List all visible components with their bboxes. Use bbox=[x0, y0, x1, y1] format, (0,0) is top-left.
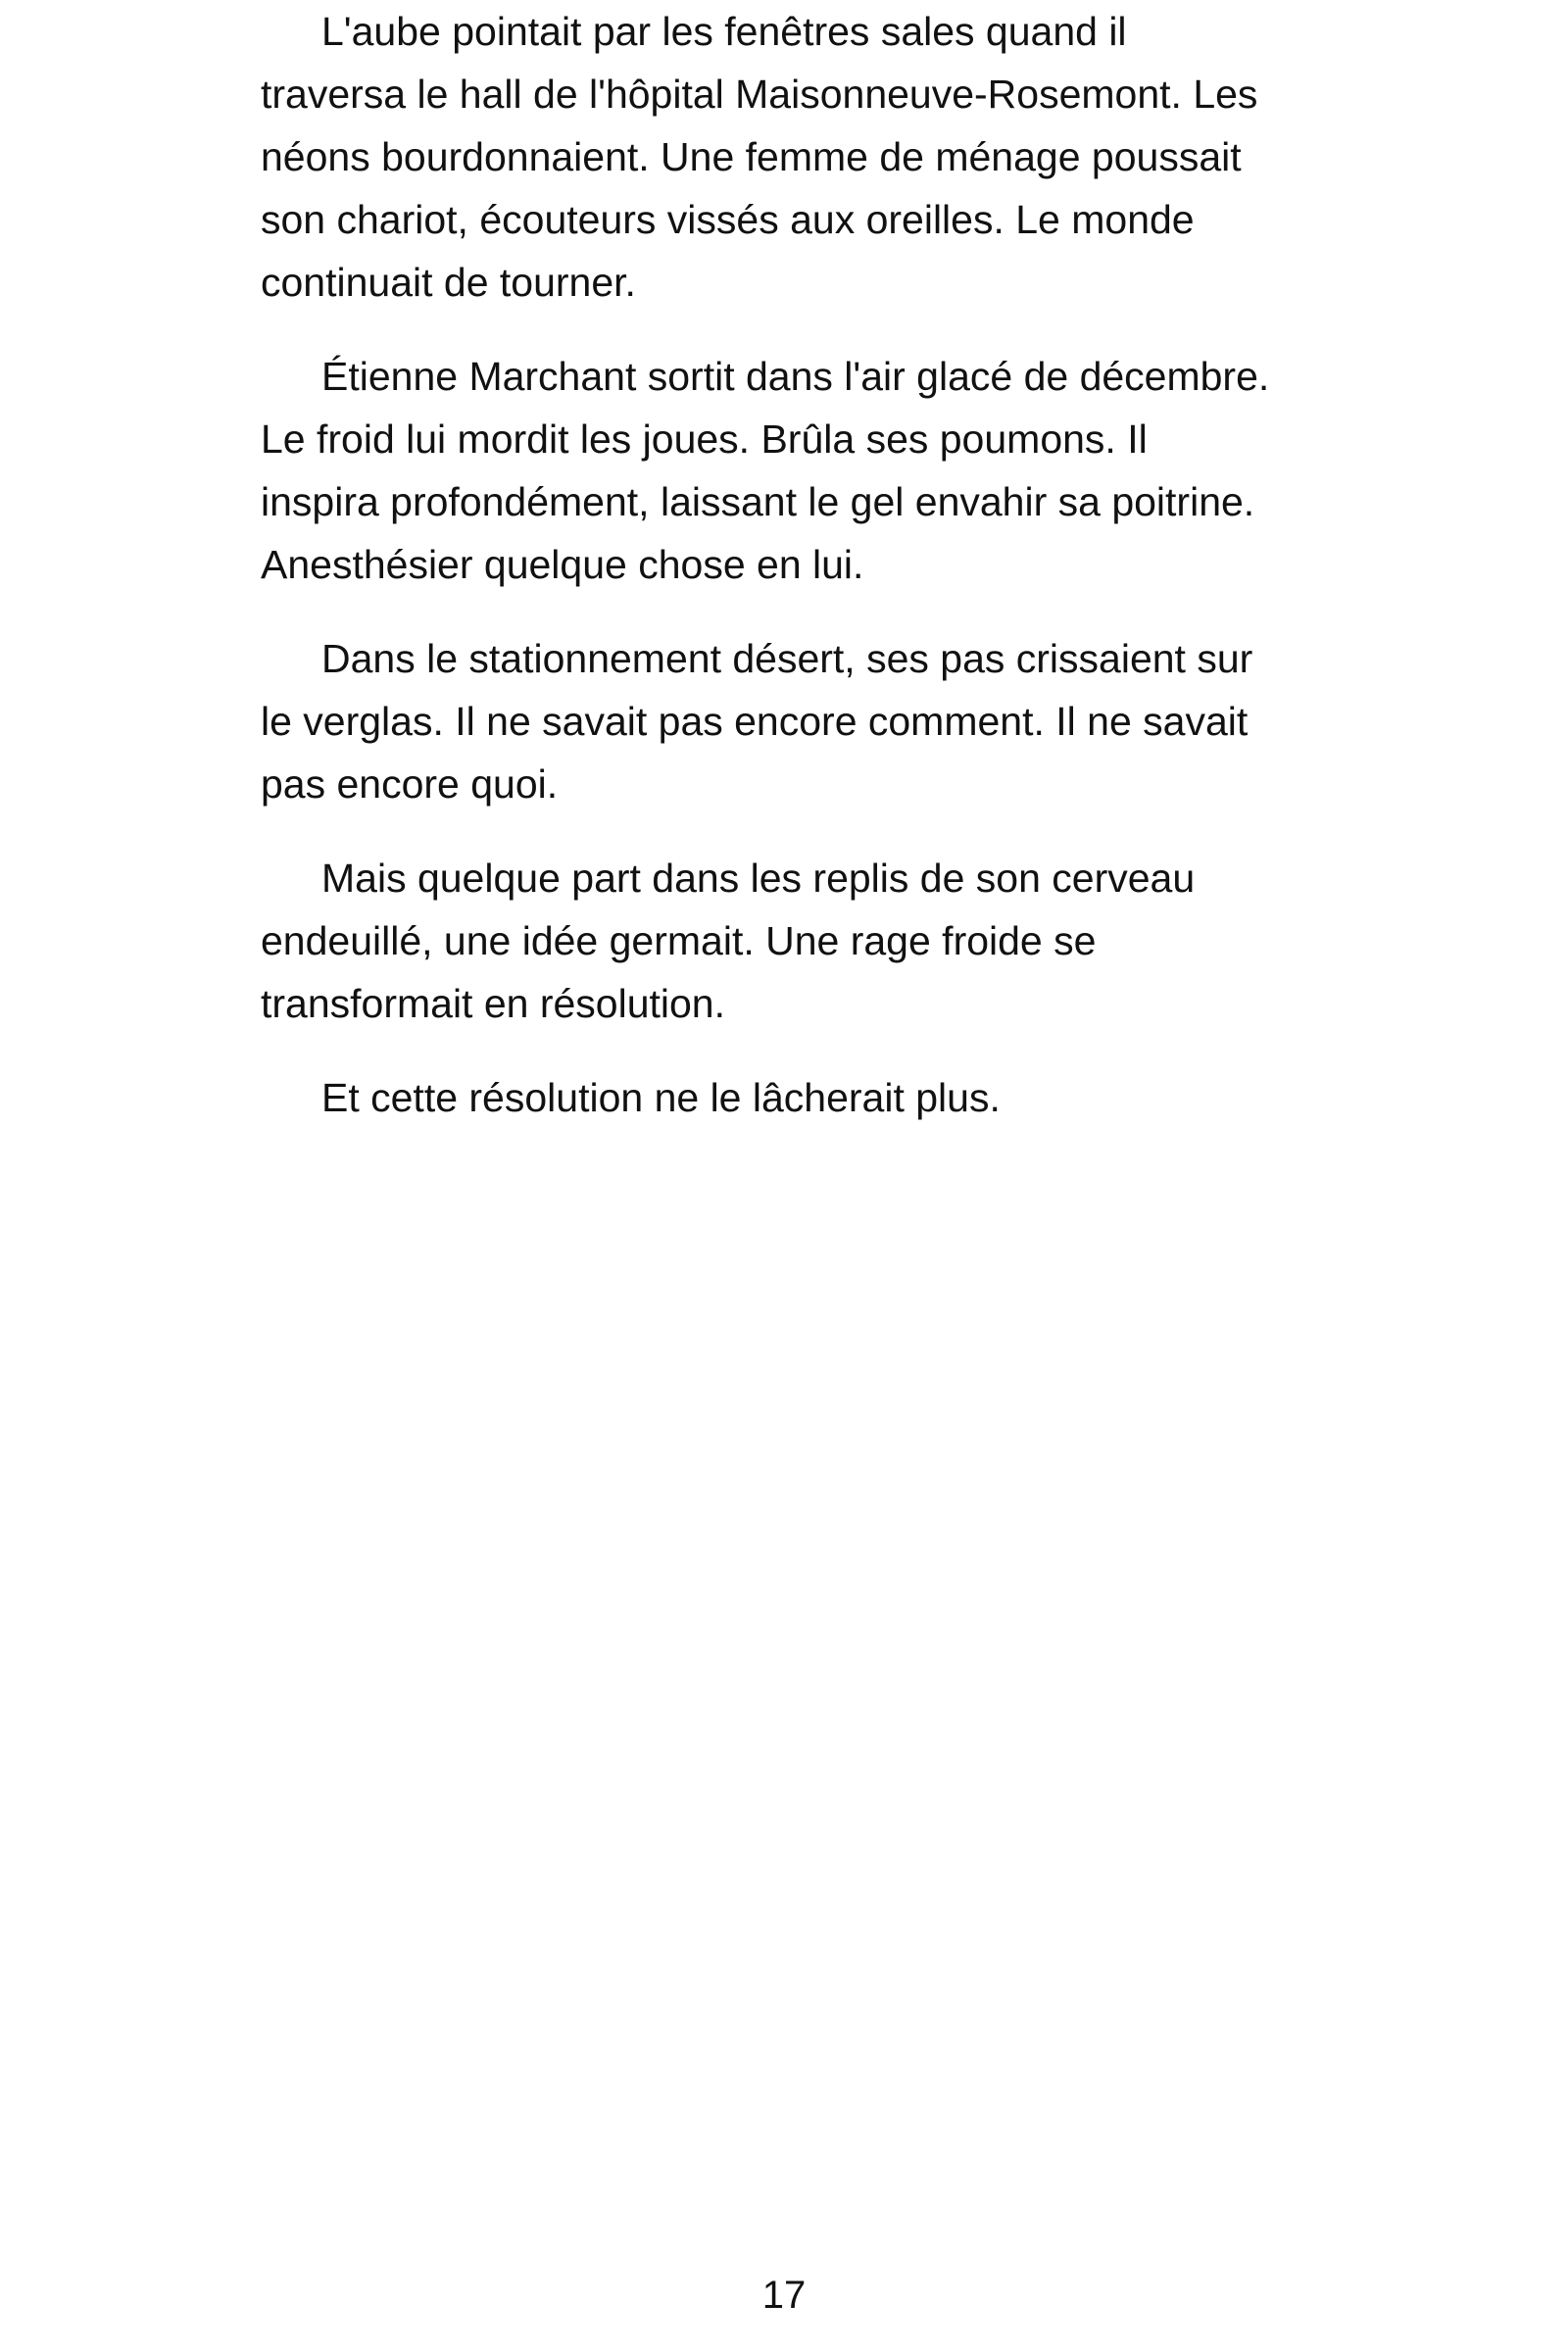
paragraph: Et cette résolution ne le lâcherait plus. bbox=[321, 1075, 1001, 1120]
paragraph: Étienne Marchant sortit dans l'air glacé de décembre. Le froid lui mordit les joues. Brûla ses poumons. Il inspira profondément, laissant le gel envahir sa poitrine. Anesthésier quelque chose en lui. bbox=[261, 354, 1270, 587]
page-number: 17 bbox=[761, 2274, 807, 2317]
paragraph: L'aube pointait par les fenêtres sales quand il traversa le hall de l'hôpital Maisonneuve-Rosemont. Les néons bourdonnaient. Une femme de ménage poussait son chariot, écouteurs vissés aux oreilles. Le monde continuait de tourner. bbox=[261, 9, 1258, 305]
paragraph: Dans le stationnement désert, ses pas crissaient sur le verglas. Il ne savait pas encore comment. Il ne savait pas encore quoi. bbox=[261, 636, 1253, 807]
body-text bbox=[261, 0, 1319, 1160]
paragraph: Mais quelque part dans les replis de son cerveau endeuillé, une idée germait. Une rage froide se transformait en résolution. bbox=[261, 856, 1196, 1026]
